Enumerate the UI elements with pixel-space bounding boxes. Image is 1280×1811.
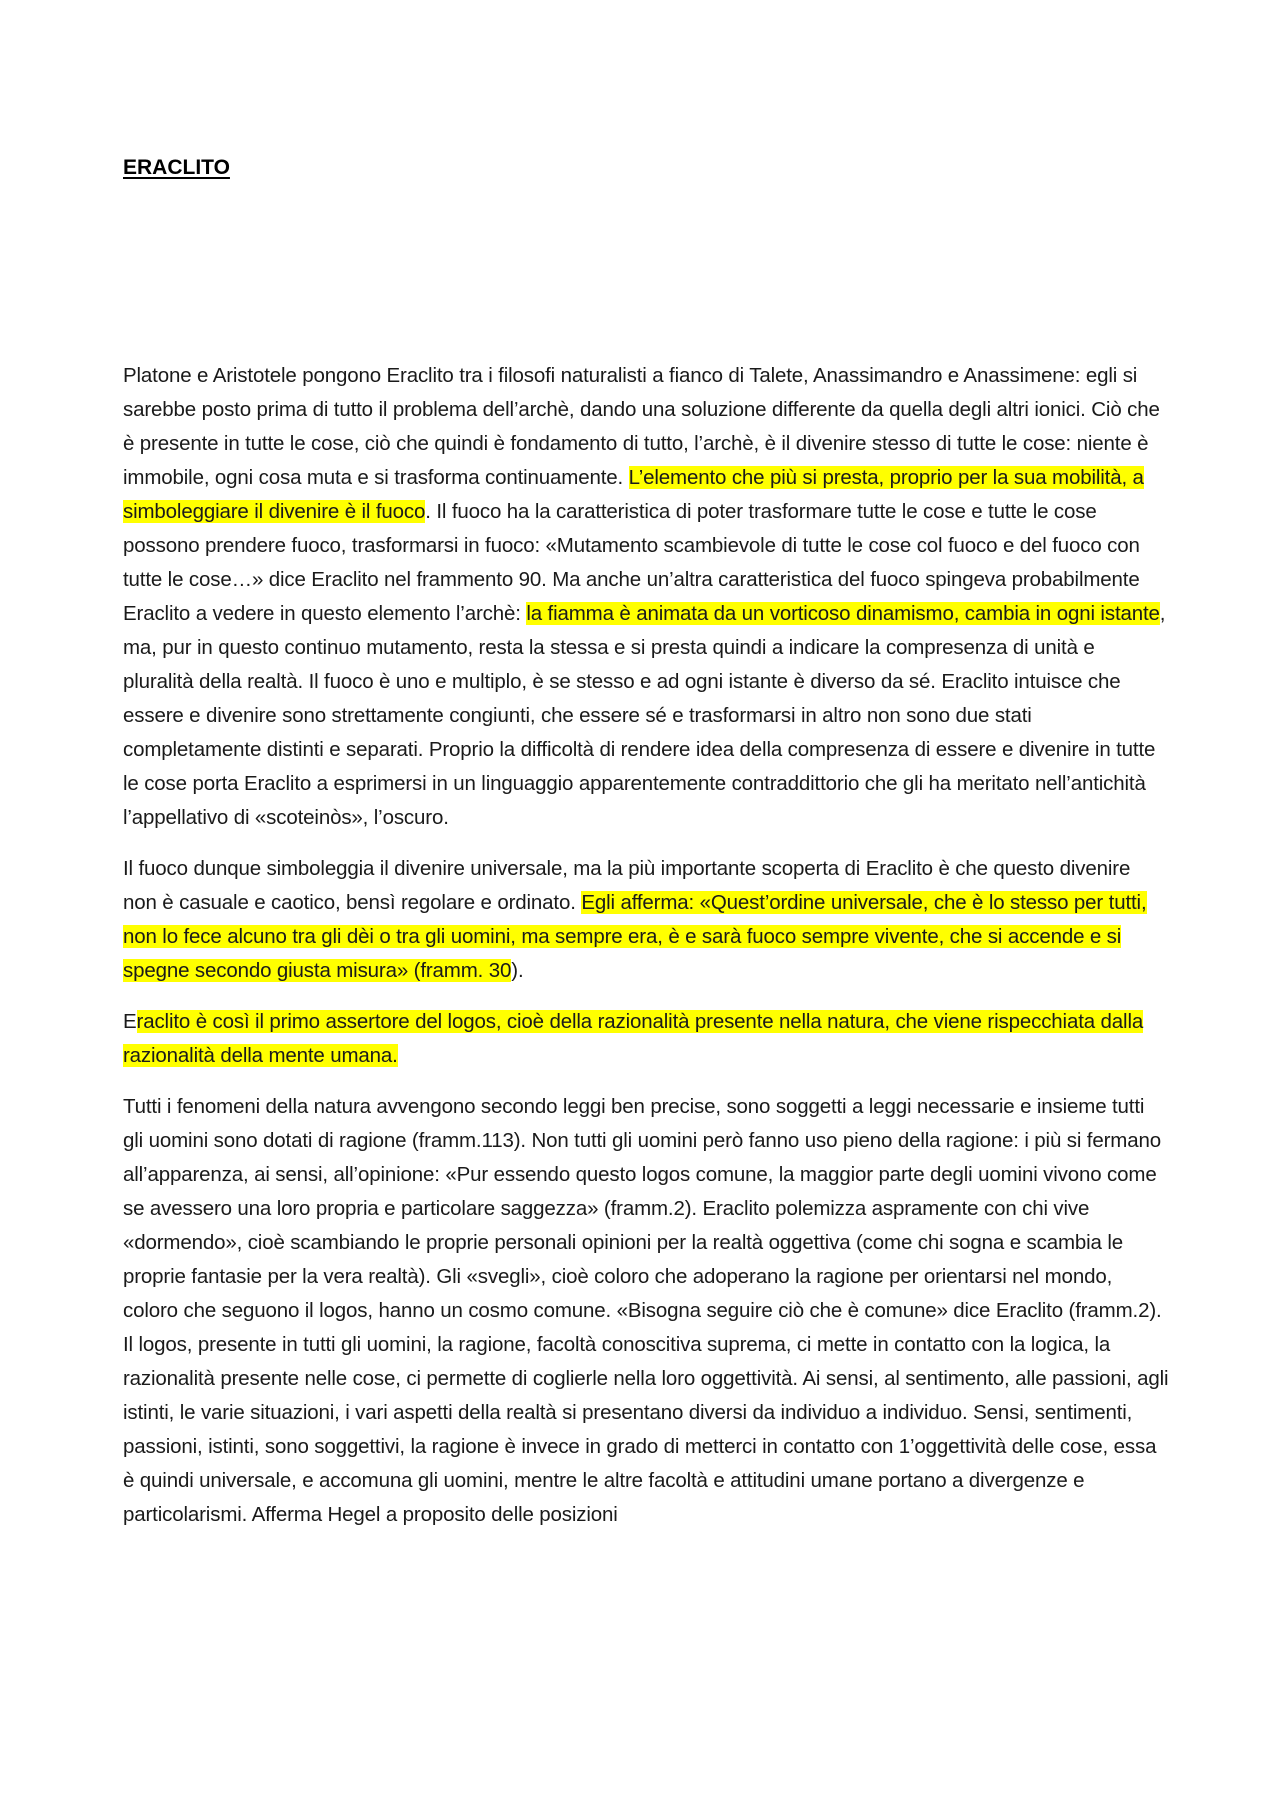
text-span: ). <box>511 959 524 982</box>
text-span: Tutti i fenomeni della natura avvengono secondo leggi ben precise, sono soggetti a leggi necessarie e insieme tutti gli uomini sono dotati di ragione (framm.113). Non tutti gli uomini però fanno uso pieno della ragione: i più si fermano all’apparenza, ai sensi, all’opinione: «Pur essendo questo logos comune, la maggior parte degli uomini vivono come se avessero una loro propria e particolare saggezza» (framm.2). Eraclito polemizza aspramente con chi vive «dormendo», cioè scambiando le proprie personali opinioni per la realtà oggettiva (come chi sogna e scambia le proprie fantasie per la vera realtà). Gli «svegli», cioè coloro che adoperano la ragione per orientarsi nel mondo, coloro che seguono il logos, hanno un cosmo comune. «Bisogna seguire ciò che è comune» dice Eraclito (framm.2). Il logos, presente in tutti gli uomini, la ragione, facoltà conoscitiva suprema, ci mette in contatto con la logica, la razionalità presente nelle cose, ci permette di coglierle nella loro oggettività. Ai sensi, al sentimento, alle passioni, agli istinti, le varie situazioni, i vari aspetti della realtà si presentano diversi da individuo a individuo. Sensi, sentimenti, passioni, istinti, sono soggettivi, la ragione è invece in grado di metterci in contatto con 1’oggettività delle cose, essa è quindi universale, e accomuna gli uomini, mentre le altre facoltà e attitudini umane portano a divergenze e particolarismi. Afferma Hegel a proposito delle posizioni <box>123 1095 1169 1526</box>
paragraph-1 <box>123 359 1169 835</box>
document-title: ERACLITO <box>123 156 230 179</box>
text-span: Il fuoco dunque simboleggia il divenire universale, ma la più importante scoperta di Eraclito è che questo divenire non è casuale e caotico, bensì regolare e ordinato. <box>123 857 1131 914</box>
text-span: Platone e Aristotele pongono Eraclito tra i filosofi naturalisti a fianco di Talete, Anassimandro e Anassimene: egli si sarebbe posto prima di tutto il problema dell’archè, dando una soluzione differente da quella degli altri ionici. Ciò che è presente in tutte le cose, ciò che quindi è fondamento di tutto, l’archè, è il divenire stesso di tutte le cose: niente è immobile, ogni cosa muta e si trasforma continuamente. <box>123 364 1160 489</box>
highlighted-text: raclito è così il primo assertore del logos, cioè della razionalità presente nella natura, che viene rispecchiata dalla razionalità della mente umana. <box>123 1010 1144 1067</box>
document-body <box>123 359 1169 1549</box>
highlighted-text: la fiamma è animata da un vorticoso dinamismo, cambia in ogni istante <box>526 602 1160 625</box>
text-span: E <box>123 1010 137 1033</box>
highlighted-text: L’elemento che più si presta, proprio per la sua mobilità, a simboleggiare il divenire è il fuoco <box>123 466 1144 523</box>
paragraph-3 <box>123 1005 1169 1073</box>
highlighted-text: Egli afferma: «Quest’ordine universale, che è lo stesso per tutti, non lo fece alcuno tra gli dèi o tra gli uomini, ma sempre era, è e sarà fuoco sempre vivente, che si accende e si spegne secondo giusta misura» (framm. 30 <box>123 891 1147 982</box>
text-span: , ma, pur in questo continuo mutamento, resta la stessa e si presta quindi a indicare la compresenza di unità e pluralità della realtà. Il fuoco è uno e multiplo, è se stesso e ad ogni istante è diverso da sé. Eraclito intuisce che essere e divenire sono strettamente congiunti, che essere sé e trasformarsi in altro non sono due stati completamente distinti e separati. Proprio la difficoltà di rendere idea della compresenza di essere e divenire in tutte le cose porta Eraclito a esprimersi in un linguaggio apparentemente contraddittorio che gli ha meritato nell’antichità l’appellativo di «scoteinòs», l’oscuro. <box>123 602 1166 829</box>
paragraph-4 <box>123 1090 1169 1532</box>
text-span: . Il fuoco ha la caratteristica di poter trasformare tutte le cose e tutte le cose possono prendere fuoco, trasformarsi in fuoco: «Mutamento scambievole di tutte le cose col fuoco e del fuoco con tutte le cose…» dice Eraclito nel frammento 90. Ma anche un’altra caratteristica del fuoco spingeva probabilmente Eraclito a vedere in questo elemento l’archè: <box>123 500 1140 625</box>
paragraph-2 <box>123 852 1169 988</box>
